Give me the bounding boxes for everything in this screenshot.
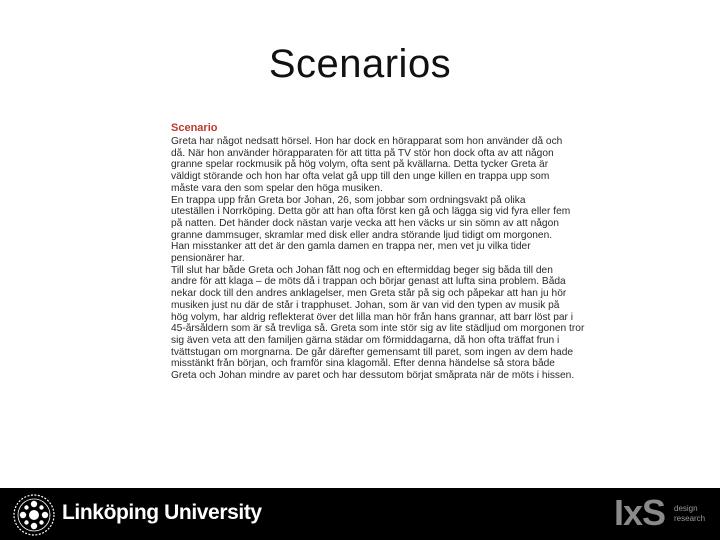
scenario-line: Greta har något nedsatt hörsel. Hon har dock en hörapparat som hon använder då och	[171, 136, 563, 147]
ixs-logo: IxS	[614, 492, 666, 533]
scenario-text	[171, 136, 591, 382]
footer-bar	[0, 488, 720, 540]
scenario-line: hög volym, har aldrig reflekterat över det lilla man hör från hans grannar, att barr löst par i	[171, 311, 574, 323]
scenario-line: på natten. Det händer dock nästan varje vecka att hen väcks ur sin sömn av att någon	[171, 217, 559, 229]
scenario-line: Till slut har både Greta och Johan fått nog och en eftermiddag beger sig båda till den	[171, 264, 553, 276]
scenario-line: pensionärer har.	[171, 253, 245, 265]
ixs-caption-line-2: research	[674, 514, 706, 523]
scenario-line: musiken just nu där de står i trapphuset. Johan, som är van vid den typen av musik på	[171, 299, 560, 311]
ixs-caption-line-1: design	[674, 504, 698, 513]
scenario-line: väldigt störande och hon har ofta velat gå upp till den unge killen en trappa upp som	[171, 171, 550, 183]
scenario-line: andre för att klaga – de möts då i trappan och börjar genast att lufta sina problem. Båda	[171, 276, 566, 288]
scenario-line: granne spelar rockmusik på hög volym, ofta sent på kvällarna. Detta tycker Greta är	[171, 159, 549, 171]
scenario-line: misstänkt från början, och framför sina klagomål. Efter denna händelse så stora både	[171, 358, 555, 370]
liu-logo-icon	[12, 493, 56, 537]
scenario-line: Han misstanker att det är den gamla damen en trappa ner, men vet ju vilka tider	[171, 241, 531, 253]
scenario-image	[163, 118, 595, 430]
scenario-line: då. När hon använder hörapparaten för att titta på TV stör hon dock ofta av att någon	[171, 147, 554, 159]
slide-title: Scenarios	[268, 42, 452, 86]
scenario-line: nekar dock till den andres anklagelser, men Greta står på sig och påpekar att han ju hör	[171, 288, 567, 300]
university-name: Linköping University	[62, 501, 262, 524]
scenario-line: måste vara den som spelar den höga musiken.	[171, 182, 383, 194]
scenario-line: sig även veta att den familjen gärna städar om förmiddagarna, då hon ofta träffat frun i	[171, 334, 560, 346]
scenario-heading: Scenario	[171, 122, 218, 134]
scenario-line: En trappa upp från Greta bor Johan, 26, som jobbar som ordningsvakt på olika	[171, 194, 526, 206]
scenario-line: uteställen i Norrköping. Detta gör att han ofta först ken gå och lägga sig vid fyra eller fem	[171, 206, 571, 218]
scenario-line: 45-årsåldern som är så trevliga så. Greta som inte stör sig av lite städljud om morgonen tror	[171, 323, 585, 335]
ixs-caption	[674, 504, 718, 524]
scenario-line: granne dammsuger, skramlar med disk eller andra störande ljud tidigt om morgonen.	[171, 229, 553, 241]
scenario-line: Greta och Johan mindre av paret och har dessutom börjat småprata när de möts i hissen.	[171, 370, 575, 382]
scenario-line: tvättstugan om morgnarna. De går därefter gemensamt till paret, som ingen av dem hade	[171, 346, 574, 358]
